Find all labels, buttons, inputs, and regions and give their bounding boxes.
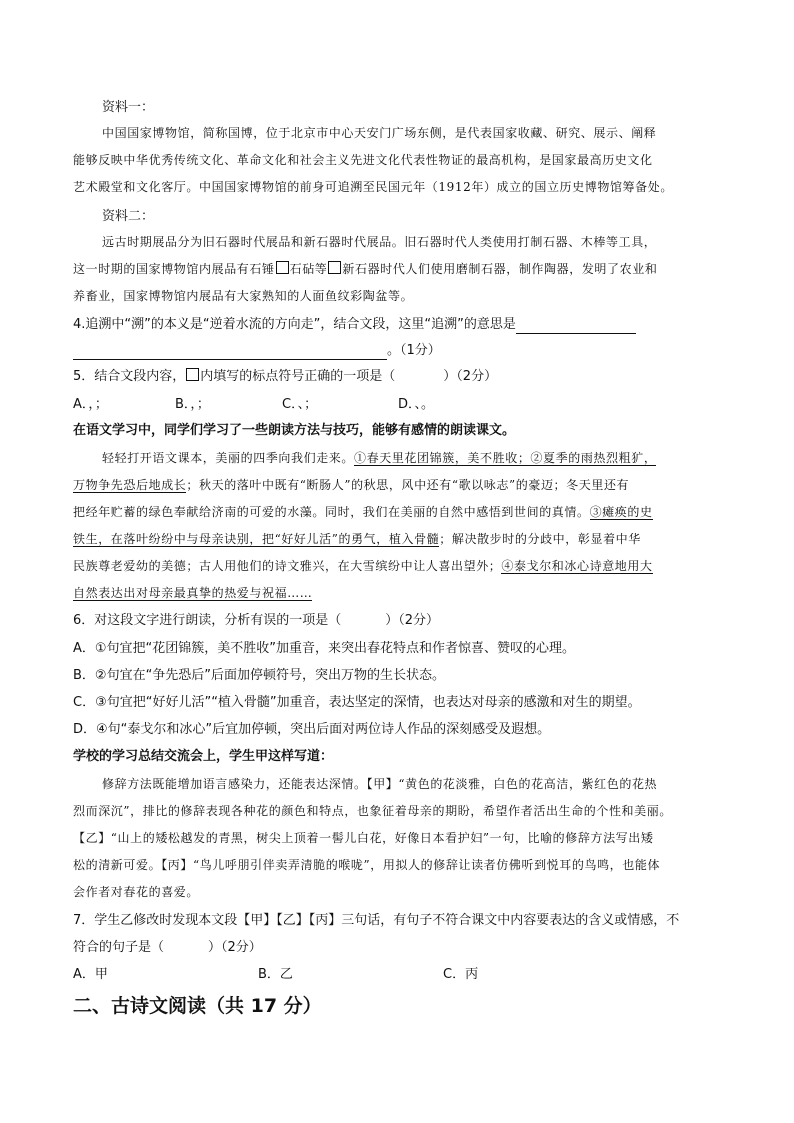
passage-line: 把经年贮蓄的绿色奉献给济南的可爱的水藻。同时，我们在美丽的自然中感悟到世间的真情。③瘫痪的史 [73,505,653,519]
summary-line: 松的清新可爱。【丙】“鸟儿呼朋引伴卖弄清脆的喉咙”，用拟人的修辞让读者仿佛听到悦耳的鸟鸣，也能体 [73,858,661,872]
answer-blank[interactable] [73,345,387,360]
material2-line: 这一时期的国家博物馆内展品有石锤 石砧等 新石器时代人们使用磨制石器，制作陶器，发明了农业和 [73,262,658,276]
question-7-cont: 符合的句子是（ ）（2分） [73,940,262,955]
summary-line: 烈而深沉”，排比的修辞表现各种花的颜色和特点，也象征着母亲的期盼，希望作者活出生命的个性和美丽。 [73,804,672,818]
material2-line: 养畜业，国家博物馆内展品有大家熟知的人面鱼纹彩陶盆等。 [73,289,414,303]
summary-line: 【乙】“山上的矮松越发的青黑，树尖上顶着一髻儿白花，好像日本看护妇”一句，比喻的修辞方法写出矮 [73,831,654,845]
summary-intro: 学校的学习总结交流会上，学生甲这样写道： [73,749,334,764]
q7-option-b[interactable]: B．乙 [258,967,293,982]
material1-title: 资料一： [102,100,155,115]
answer-blank[interactable] [516,319,636,334]
material1-line: 艺术殿堂和文化客厅。中国国家博物馆的前身可追溯至民国元年（1912年）成立的国立历史博物馆筹备处。 [73,180,673,194]
q7-option-c[interactable]: C．丙 [443,967,479,982]
q7-option-a[interactable]: A．甲 [73,967,108,982]
blank-box-1 [276,261,289,274]
question-6: 6．对这段文字进行朗读，分析有误的一项是（ ）（2分） [73,613,440,628]
question-4: 4.追溯中“溯”的本义是“逆着水流的方向走”，结合文段，这里“追溯”的意思是 [73,316,636,334]
passage-line: 自然表达出对母亲最真挚的热爱与祝福…… [73,586,313,600]
material1-line: 能够反映中华优秀传统文化、革命文化和社会主义先进文化代表性物证的最高机构，是国家最高历史文化 [73,153,653,167]
summary-line: 会作者对春花的喜爱。 [73,885,200,899]
q6-option-d[interactable]: D．④句“泰戈尔和冰心”后宜加停顿，突出后面对两位诗人作品的深刻感受及遐想。 [73,722,551,737]
blank-box-icon [186,368,199,381]
reading-intro: 在语文学习中，同学们学习了一些朗读方法与技巧，能够有感情的朗读课文。 [73,423,516,438]
passage-line: 铁生，在落叶纷纷中与母亲诀别，把“好好儿活”的勇气，植入骨髓；解决散步时的分歧中，彰显着中华 [73,532,641,546]
passage-line: 轻轻打开语文课本，美丽的四季向我们走来。①春天里花团锦簇，美不胜收；②夏季的雨热烈粗犷， [102,451,657,465]
q5-option-c[interactable]: C．、； [282,397,318,412]
question-7: 7．学生乙修改时发现本文段【甲】【乙】【丙】三句话，有句子不符合课文中内容要表达的含义或情感，不 [73,913,680,928]
q5-option-a[interactable]: A．，； [73,397,108,412]
section-heading: 二、古诗文阅读（共 17 分） [73,995,322,1017]
blank-box-2 [328,261,341,274]
material2-line: 远古时期展品分为旧石器时代展品和新石器时代展品。旧石器时代人类使用打制石器、木棒等工具， [102,235,657,249]
material1-line: 中国国家博物馆，简称国博，位于北京市中心天安门广场东侧，是代表国家收藏、研究、展示、阐释 [102,126,657,140]
q5-option-b[interactable]: B．，； [175,397,210,412]
q5-option-d[interactable]: D．、。 [398,397,435,412]
question-5: 5．结合文段内容， 内填写的标点符号正确的一项是（ ）（2分） [73,369,498,384]
passage-line: 民族尊老爱幼的美德；古人用他们的诗文雅兴，在大雪缤纷中让人喜出望外；④泰戈尔和冰心诗意地用大 [73,559,653,573]
q6-option-b[interactable]: B．②句宜在“争先恐后”后面加停顿符号，突出万物的生长状态。 [73,668,446,683]
material2-title: 资料二： [102,209,155,224]
summary-line: 修辞方法既能增加语言感染力，还能表达深情。【甲】“黄色的花淡雅，白色的花高洁，紫红色的花热 [102,777,658,791]
q6-option-a[interactable]: A．①句宜把“花团锦簇，美不胜收”加重音，来突出春花特点和作者惊喜、赞叹的心理。 [73,641,576,656]
question-4-cont: 。（1分） [73,342,441,360]
passage-line: 万物争先恐后地成长；秋天的落叶中既有“断肠人”的秋思，风中还有“歌以咏志”的豪迈；冬天里还有 [73,478,630,492]
q6-option-c[interactable]: C．③句宜把“好好儿活”“植入骨髓”加重音，表达坚定的深情，也表达对母亲的感激和对生的期望。 [73,695,641,710]
